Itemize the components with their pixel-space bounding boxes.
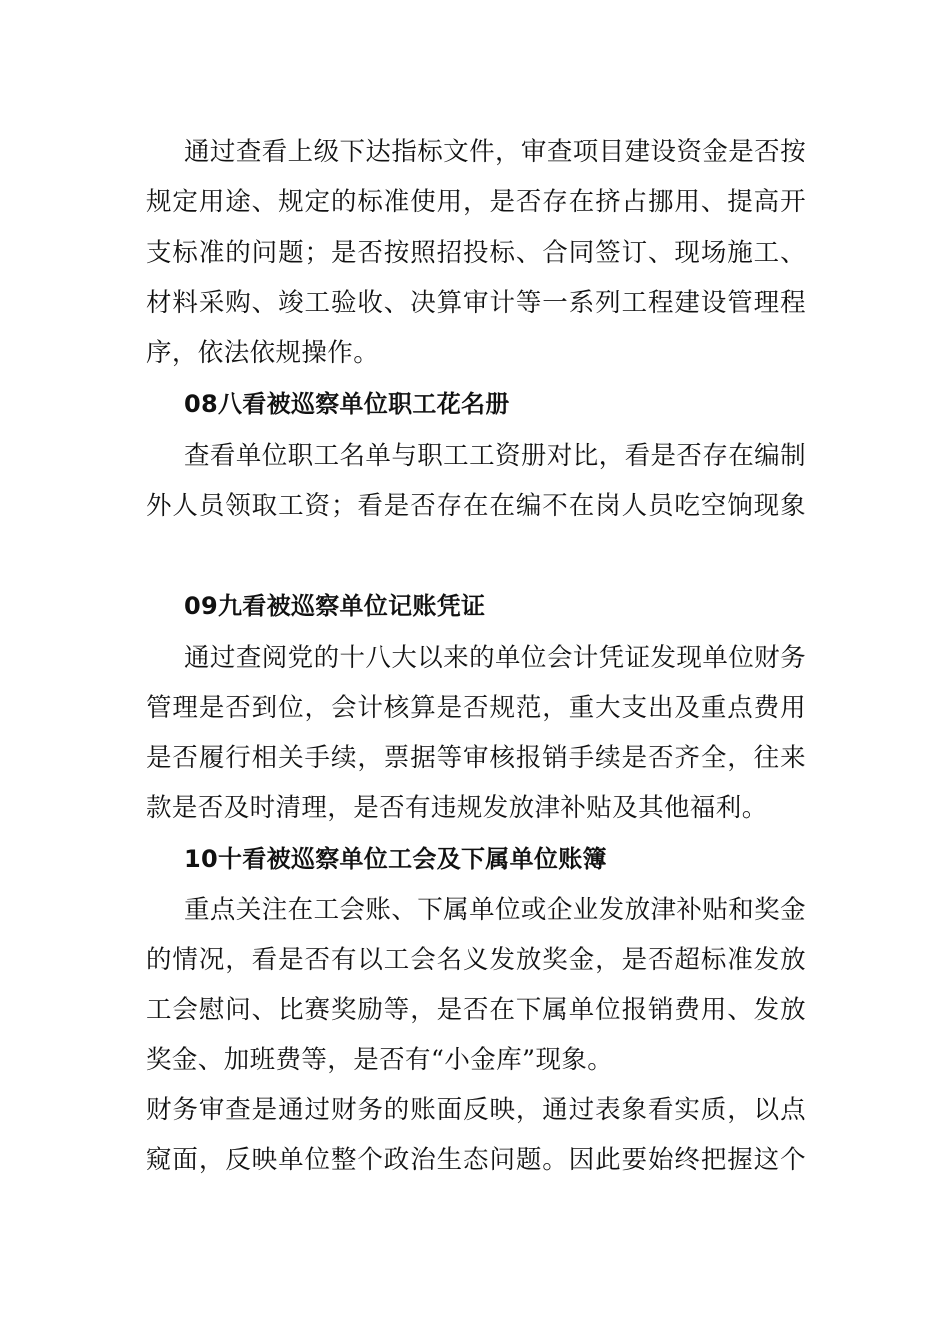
section-heading-08: 08八看被巡察单位职工花名册	[184, 390, 510, 418]
paragraph-line: 重点关注在工会账、下属单位或企业发放津补贴和奖金	[184, 895, 806, 925]
section-heading-10: 10十看被巡察单位工会及下属单位账簿	[184, 845, 607, 873]
paragraph-line: 序，依法依规操作。	[146, 338, 380, 368]
paragraph-line: 通过查阅党的十八大以来的单位会计凭证发现单位财务	[184, 643, 806, 673]
paragraph-line: 工会慰问、比赛奖励等，是否在下属单位报销费用、发放	[146, 995, 806, 1025]
paragraph-line: 窥面，反映单位整个政治生态问题。因此要始终把握这个	[146, 1145, 806, 1175]
paragraph-line: 材料采购、竣工验收、决算审计等一系列工程建设管理程	[146, 288, 806, 318]
paragraph-line: 支标准的问题；是否按照招投标、合同签订、现场施工、	[146, 238, 806, 268]
paragraph-line: 规定用途、规定的标准使用，是否存在挤占挪用、提高开	[146, 187, 806, 217]
paragraph-line: 查看单位职工名单与职工工资册对比，看是否存在编制	[184, 441, 806, 471]
paragraph-line: 外人员领取工资；看是否存在在编不在岗人员吃空饷现象	[146, 491, 806, 521]
paragraph-line: 管理是否到位，会计核算是否规范，重大支出及重点费用	[146, 693, 806, 723]
paragraph-line: 奖金、加班费等，是否有“小金库”现象。	[146, 1045, 614, 1075]
section-heading-09: 09九看被巡察单位记账凭证	[184, 592, 486, 620]
paragraph-line: 的情况，看是否有以工会名义发放奖金，是否超标准发放	[146, 945, 806, 975]
paragraph-line: 是否履行相关手续，票据等审核报销手续是否齐全，往来	[146, 743, 806, 773]
paragraph-line: 通过查看上级下达指标文件，审查项目建设资金是否按	[184, 137, 806, 167]
paragraph-line: 财务审查是通过财务的账面反映，通过表象看实质，以点	[146, 1095, 806, 1125]
paragraph-line: 款是否及时清理，是否有违规发放津补贴及其他福利。	[146, 793, 768, 823]
